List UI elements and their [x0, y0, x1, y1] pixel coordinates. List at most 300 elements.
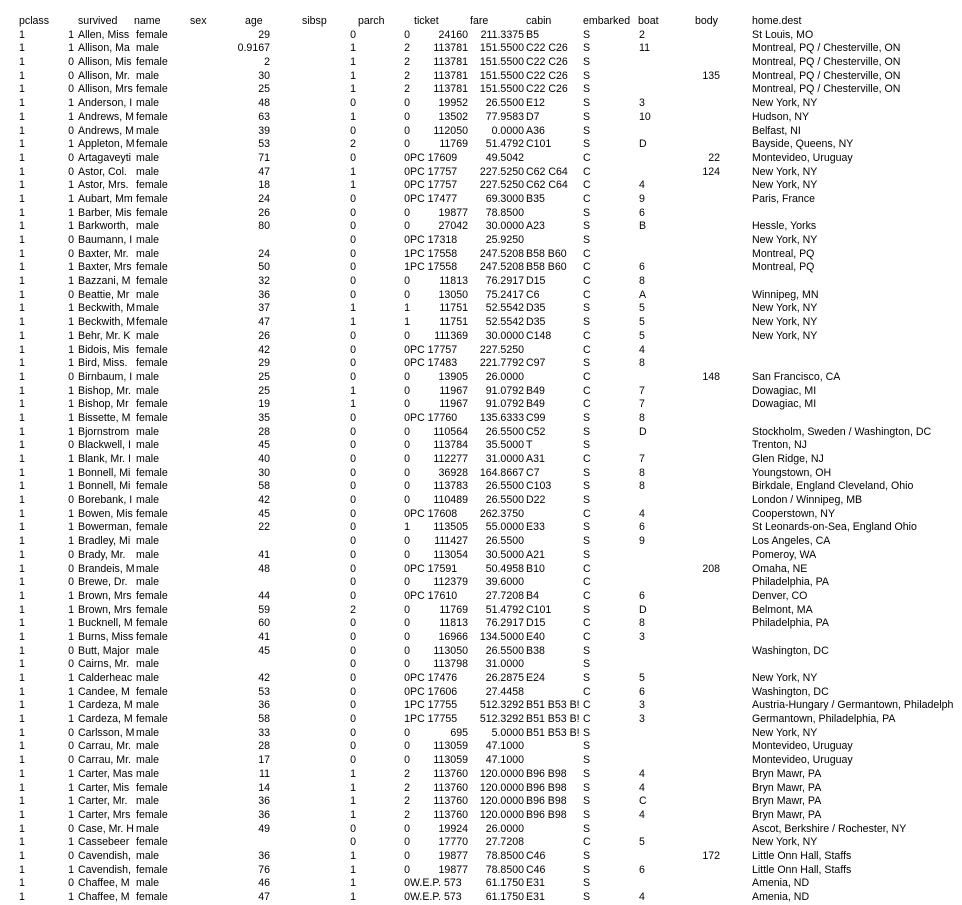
cell-boat: 5 — [639, 302, 645, 315]
cell-name: Allen, Miss — [78, 28, 130, 41]
cell-survived: 0 — [68, 247, 74, 260]
cell-survived: 1 — [68, 507, 74, 520]
cell-parch: 1 — [404, 261, 410, 274]
cell-sibsp: 0 — [350, 836, 356, 849]
cell-home-dest: New York, NY — [752, 726, 818, 739]
cell-sex: male — [136, 165, 159, 178]
cell-ticket: PC 17755 — [410, 699, 458, 712]
cell-fare: 91.0792 — [485, 398, 524, 411]
column-header-boat: boat — [638, 15, 659, 27]
cell-fare: 51.4792 — [485, 138, 524, 151]
header-row — [0, 15, 962, 29]
table-row — [0, 631, 962, 645]
cell-sibsp: 1 — [350, 398, 356, 411]
cell-fare: 5.0000 — [491, 726, 524, 739]
table-row — [0, 754, 962, 768]
cell-cabin: B10 — [526, 562, 545, 575]
cell-embarked: C — [583, 370, 591, 383]
cell-survived: 1 — [68, 453, 74, 465]
cell-pclass: 1 — [19, 411, 25, 424]
cell-ticket: 113054 — [433, 548, 468, 561]
cell-fare: 61.1750 — [485, 891, 524, 903]
cell-pclass: 1 — [19, 658, 25, 671]
column-header-cabin: cabin — [526, 15, 552, 27]
cell-home-dest: Stockholm, Sweden / Washington, DC — [752, 425, 932, 438]
cell-age: 41 — [258, 548, 270, 561]
cell-parch: 0 — [404, 535, 410, 548]
cell-sex: male — [136, 439, 159, 452]
cell-home-dest: Austria-Hungary / Germantown, Philadelph — [752, 699, 954, 712]
cell-name: Behr, Mr. K — [78, 329, 131, 342]
cell-home-dest: Bryn Mawr, PA — [752, 767, 822, 780]
cell-pclass: 1 — [19, 507, 25, 520]
cell-parch: 0 — [404, 453, 410, 465]
cell-cabin: B58 B60 — [526, 261, 567, 274]
cell-age: 25 — [258, 384, 270, 397]
cell-survived: 0 — [68, 165, 74, 178]
cell-fare: 26.0000 — [485, 822, 524, 835]
table-row — [0, 371, 962, 385]
cell-pclass: 1 — [19, 589, 25, 602]
cell-embarked: S — [583, 425, 591, 438]
cell-embarked: C — [583, 165, 591, 178]
cell-parch: 2 — [404, 56, 410, 69]
cell-sex: female — [136, 411, 168, 424]
cell-name: Barkworth, — [78, 220, 129, 233]
cell-sibsp: 0 — [350, 521, 356, 534]
cell-age: 26 — [258, 329, 270, 342]
cell-fare: 47.1000 — [485, 740, 524, 753]
cell-sibsp: 1 — [350, 891, 356, 903]
table-row — [0, 713, 962, 727]
cell-age: 36 — [258, 288, 270, 301]
cell-fare: 52.5542 — [485, 316, 524, 329]
cell-embarked: C — [583, 384, 591, 397]
cell-survived: 1 — [68, 808, 74, 821]
cell-boat: 8 — [639, 357, 645, 370]
cell-fare: 151.5500 — [479, 83, 524, 96]
cell-embarked: S — [583, 138, 591, 151]
cell-ticket: 113781 — [433, 69, 468, 82]
table-row — [0, 535, 962, 549]
cell-ticket: 27042 — [438, 220, 468, 233]
cell-boat: 3 — [639, 97, 645, 110]
cell-parch: 0 — [404, 672, 410, 684]
cell-survived: 1 — [68, 384, 74, 397]
cell-home-dest: Paris, France — [752, 192, 815, 205]
cell-survived: 1 — [68, 42, 74, 55]
cell-fare: 25.9250 — [485, 234, 524, 246]
cell-survived: 0 — [68, 658, 74, 671]
cell-parch: 0 — [404, 836, 410, 849]
cell-home-dest: Montevideo, Uruguay — [752, 740, 853, 753]
cell-home-dest: Birkdale, England Cleveland, Ohio — [752, 480, 914, 493]
table-row — [0, 604, 962, 618]
cell-survived: 1 — [68, 398, 74, 411]
cell-sex: male — [136, 425, 159, 438]
cell-name: Chaffee, M — [78, 877, 130, 890]
cell-sex: female — [136, 891, 168, 903]
cell-fare: 27.4458 — [485, 685, 524, 698]
table-row — [0, 330, 962, 344]
cell-parch: 1 — [404, 713, 410, 726]
cell-sex: female — [136, 179, 168, 192]
cell-pclass: 1 — [19, 849, 25, 862]
cell-cabin: C46 — [526, 849, 546, 862]
cell-age: 25 — [258, 83, 270, 96]
cell-parch: 0 — [404, 97, 410, 110]
cell-cabin: B58 B60 — [526, 247, 567, 260]
cell-pclass: 1 — [19, 357, 25, 370]
cell-age: 58 — [258, 713, 270, 726]
cell-home-dest: New York, NY — [752, 234, 818, 246]
cell-name: Allison, Mr. — [78, 69, 130, 82]
cell-embarked: S — [583, 767, 591, 780]
cell-embarked: S — [583, 849, 591, 862]
cell-age: 41 — [258, 630, 270, 643]
cell-embarked: S — [583, 411, 591, 424]
cell-home-dest: Montreal, PQ / Chesterville, ON — [752, 83, 901, 96]
cell-survived: 1 — [68, 891, 74, 903]
cell-ticket: 17770 — [438, 836, 468, 849]
cell-age: 18 — [258, 179, 270, 192]
cell-cabin: C148 — [526, 329, 552, 342]
cell-ticket: 110489 — [433, 494, 468, 507]
cell-pclass: 1 — [19, 535, 25, 548]
cell-parch: 2 — [404, 795, 410, 808]
cell-name: Bazzani, M — [78, 275, 131, 288]
column-header-parch: parch — [358, 15, 385, 27]
cell-home-dest: Little Onn Hall, Staffs — [752, 863, 852, 876]
cell-parch: 0 — [404, 877, 410, 890]
cell-ticket: PC 17757 — [410, 165, 458, 178]
cell-ticket: PC 17760 — [410, 411, 458, 424]
cell-parch: 0 — [404, 110, 410, 123]
cell-cabin: C22 C26 — [526, 56, 568, 69]
cell-sibsp: 0 — [350, 439, 356, 452]
cell-name: Carter, Mis — [78, 781, 130, 794]
cell-name: Bradley, Mi — [78, 535, 131, 548]
cell-sibsp: 1 — [350, 795, 356, 808]
cell-fare: 35.5000 — [485, 439, 524, 452]
cell-cabin: E12 — [526, 97, 545, 110]
cell-parch: 0 — [404, 28, 410, 41]
cell-survived: 1 — [68, 767, 74, 780]
cell-pclass: 1 — [19, 863, 25, 876]
cell-survived: 1 — [68, 535, 74, 548]
cell-cabin: C46 — [526, 863, 546, 876]
cell-sibsp: 1 — [350, 302, 356, 315]
table-row — [0, 658, 962, 672]
cell-survived: 1 — [68, 206, 74, 219]
cell-pclass: 1 — [19, 576, 25, 589]
column-header-pclass: pclass — [19, 15, 50, 27]
cell-age: 36 — [258, 849, 270, 862]
cell-survived: 1 — [68, 192, 74, 205]
cell-name: Beckwith, M — [78, 316, 135, 329]
cell-cabin: B49 — [526, 384, 545, 397]
cell-parch: 0 — [404, 507, 410, 520]
cell-ticket: PC 17757 — [410, 343, 458, 356]
cell-boat: 2 — [639, 28, 645, 41]
cell-home-dest: Hudson, NY — [752, 110, 810, 123]
cell-ticket: PC 17757 — [410, 179, 458, 192]
cell-sibsp: 0 — [350, 589, 356, 602]
cell-home-dest: Youngstown, OH — [752, 466, 832, 479]
cell-fare: 164.8667 — [479, 466, 524, 479]
cell-name: Bishop, Mr. — [78, 384, 131, 397]
cell-home-dest: Belfast, NI — [752, 124, 801, 137]
cell-embarked: C — [583, 398, 591, 411]
cell-sibsp: 0 — [350, 630, 356, 643]
cell-age: 47 — [258, 316, 270, 329]
cell-boat: 4 — [639, 507, 645, 520]
cell-fare: 30.0000 — [485, 220, 524, 233]
cell-cabin: B38 — [526, 644, 545, 657]
cell-boat: 6 — [639, 589, 645, 602]
cell-name: Birnbaum, I — [78, 370, 133, 383]
cell-age: 44 — [258, 589, 270, 602]
cell-survived: 1 — [68, 179, 74, 192]
cell-sex: female — [136, 863, 168, 876]
cell-sibsp: 0 — [350, 97, 356, 110]
cell-name: Bucknell, M — [78, 617, 133, 630]
cell-sibsp: 0 — [350, 507, 356, 520]
cell-embarked: S — [583, 603, 591, 616]
cell-ticket: 11751 — [439, 302, 468, 315]
cell-embarked: C — [583, 192, 591, 205]
cell-cabin: B96 B98 — [526, 795, 567, 808]
cell-fare: 227.5250 — [479, 343, 524, 356]
cell-boat: 10 — [639, 110, 651, 123]
column-header-age: age — [245, 15, 263, 27]
cell-cabin: B4 — [526, 589, 539, 602]
cell-ticket: PC 17476 — [410, 672, 458, 684]
cell-parch: 0 — [404, 740, 410, 753]
cell-parch: 0 — [404, 329, 410, 342]
cell-parch: 0 — [404, 275, 410, 288]
cell-pclass: 1 — [19, 685, 25, 698]
cell-age: 24 — [258, 247, 270, 260]
cell-pclass: 1 — [19, 370, 25, 383]
cell-sex: male — [136, 234, 159, 246]
cell-fare: 262.3750 — [479, 507, 524, 520]
cell-cabin: C101 — [526, 138, 552, 151]
cell-sex: female — [136, 261, 168, 274]
cell-parch: 0 — [404, 138, 410, 151]
cell-pclass: 1 — [19, 713, 25, 726]
cell-cabin: C97 — [526, 357, 546, 370]
cell-age: 28 — [258, 425, 270, 438]
cell-age: 32 — [258, 275, 270, 288]
cell-age: 48 — [258, 97, 270, 110]
table-row — [0, 193, 962, 207]
cell-pclass: 1 — [19, 836, 25, 849]
cell-parch: 0 — [404, 754, 410, 767]
cell-age: 53 — [258, 685, 270, 698]
table-row — [0, 823, 962, 837]
cell-embarked: C — [583, 630, 591, 643]
cell-home-dest: Hessle, Yorks — [752, 220, 817, 233]
cell-age: 71 — [258, 151, 270, 164]
cell-pclass: 1 — [19, 808, 25, 821]
cell-pclass: 1 — [19, 439, 25, 452]
cell-sex: male — [136, 42, 159, 55]
cell-embarked: S — [583, 644, 591, 657]
cell-age: 2 — [264, 56, 270, 69]
cell-age: 14 — [258, 781, 270, 794]
cell-sex: male — [136, 384, 159, 397]
cell-embarked: C — [583, 151, 591, 164]
cell-name: Butt, Major — [78, 644, 130, 657]
cell-sibsp: 0 — [350, 726, 356, 739]
table-row — [0, 836, 962, 850]
cell-sex: male — [136, 562, 159, 575]
cell-fare: 78.8500 — [485, 863, 524, 876]
cell-sex: female — [136, 192, 168, 205]
cell-age: 17 — [258, 754, 270, 767]
cell-sex: male — [136, 576, 159, 589]
cell-survived: 0 — [68, 548, 74, 561]
cell-fare: 78.8500 — [485, 206, 524, 219]
cell-age: 45 — [258, 507, 270, 520]
cell-home-dest: Glen Ridge, NJ — [752, 453, 824, 465]
table-row — [0, 426, 962, 440]
cell-parch: 0 — [404, 165, 410, 178]
cell-fare: 512.3292 — [479, 713, 524, 726]
table-row — [0, 877, 962, 891]
cell-sex: female — [136, 206, 168, 219]
cell-parch: 0 — [404, 343, 410, 356]
cell-survived: 1 — [68, 603, 74, 616]
cell-sibsp: 0 — [350, 206, 356, 219]
cell-embarked: C — [583, 329, 591, 342]
table-row — [0, 248, 962, 262]
cell-sex: male — [136, 97, 159, 110]
cell-survived: 1 — [68, 316, 74, 329]
cell-sibsp: 1 — [350, 110, 356, 123]
cell-fare: 61.1750 — [485, 877, 524, 890]
cell-home-dest: Philadelphia, PA — [752, 576, 829, 589]
cell-pclass: 1 — [19, 466, 25, 479]
cell-pclass: 1 — [19, 562, 25, 575]
cell-pclass: 1 — [19, 754, 25, 767]
cell-sex: male — [136, 329, 159, 342]
cell-ticket: 113760 — [433, 767, 468, 780]
cell-ticket: 19877 — [438, 206, 468, 219]
cell-boat: 4 — [639, 179, 645, 192]
cell-embarked: S — [583, 521, 591, 534]
cell-name: Barber, Mis — [78, 206, 132, 219]
cell-name: Artagaveyti — [78, 151, 131, 164]
cell-name: Carter, Mrs — [78, 808, 131, 821]
cell-age: 0.9167 — [237, 42, 270, 55]
table-row — [0, 29, 962, 43]
cell-name: Beckwith, M — [78, 302, 135, 315]
cell-boat: D — [639, 603, 647, 616]
cell-pclass: 1 — [19, 726, 25, 739]
cell-embarked: S — [583, 535, 591, 548]
cell-embarked: C — [583, 343, 591, 356]
cell-embarked: C — [583, 247, 591, 260]
cell-boat: 3 — [639, 630, 645, 643]
cell-ticket: 113059 — [433, 740, 468, 753]
cell-embarked: C — [583, 685, 591, 698]
cell-parch: 2 — [404, 767, 410, 780]
cell-sibsp: 1 — [350, 767, 356, 780]
cell-age: 60 — [258, 617, 270, 630]
cell-pclass: 1 — [19, 672, 25, 684]
cell-ticket: PC 17591 — [410, 562, 458, 575]
cell-boat: 11 — [639, 42, 650, 55]
table-row — [0, 42, 962, 56]
cell-fare: 76.2917 — [485, 617, 524, 630]
cell-boat: A — [639, 288, 647, 301]
cell-ticket: PC 17610 — [410, 589, 458, 602]
cell-embarked: C — [583, 589, 591, 602]
cell-survived: 1 — [68, 781, 74, 794]
cell-parch: 0 — [404, 124, 410, 137]
cell-ticket: 111427 — [434, 535, 468, 548]
cell-ticket: 11813 — [439, 617, 468, 630]
cell-name: Beattie, Mr — [78, 288, 130, 301]
cell-survived: 0 — [68, 439, 74, 452]
cell-pclass: 1 — [19, 699, 25, 712]
cell-parch: 0 — [404, 220, 410, 233]
cell-home-dest: New York, NY — [752, 672, 818, 684]
cell-name: Carter, Mas — [78, 767, 133, 780]
cell-ticket: 19877 — [438, 849, 468, 862]
cell-name: Brown, Mrs — [78, 603, 132, 616]
cell-survived: 1 — [68, 261, 74, 274]
cell-boat: 6 — [639, 521, 645, 534]
table-row — [0, 344, 962, 358]
cell-cabin: D35 — [526, 302, 546, 315]
cell-survived: 1 — [68, 795, 74, 808]
cell-ticket: PC 17755 — [410, 713, 458, 726]
cell-embarked: C — [583, 713, 591, 726]
cell-ticket: PC 17558 — [410, 247, 458, 260]
cell-sibsp: 0 — [350, 617, 356, 630]
cell-home-dest: New York, NY — [752, 165, 818, 178]
cell-parch: 0 — [404, 192, 410, 205]
cell-age: 24 — [258, 192, 270, 205]
cell-parch: 0 — [404, 398, 410, 411]
cell-name: Andrews, M — [78, 110, 134, 123]
cell-body: 124 — [702, 165, 720, 178]
cell-age: 30 — [258, 69, 270, 82]
cell-name: Bidois, Mis — [78, 343, 130, 356]
cell-sibsp: 0 — [350, 247, 356, 260]
cell-parch: 0 — [404, 589, 410, 602]
cell-survived: 1 — [68, 110, 74, 123]
cell-sex: female — [136, 521, 168, 534]
cell-survived: 1 — [68, 329, 74, 342]
cell-parch: 0 — [404, 863, 410, 876]
table-row — [0, 453, 962, 467]
cell-name: Cavendish, — [78, 849, 131, 862]
cell-age: 22 — [258, 521, 270, 534]
cell-name: Baxter, Mrs — [78, 261, 132, 274]
cell-name: Brandeis, M — [78, 562, 135, 575]
cell-home-dest: Omaha, NE — [752, 562, 808, 575]
table-row — [0, 152, 962, 166]
cell-ticket: 111369 — [434, 329, 468, 342]
cell-fare: 151.5500 — [479, 42, 524, 55]
cell-parch: 0 — [404, 849, 410, 862]
cell-sex: female — [136, 480, 168, 493]
cell-survived: 0 — [68, 494, 74, 507]
